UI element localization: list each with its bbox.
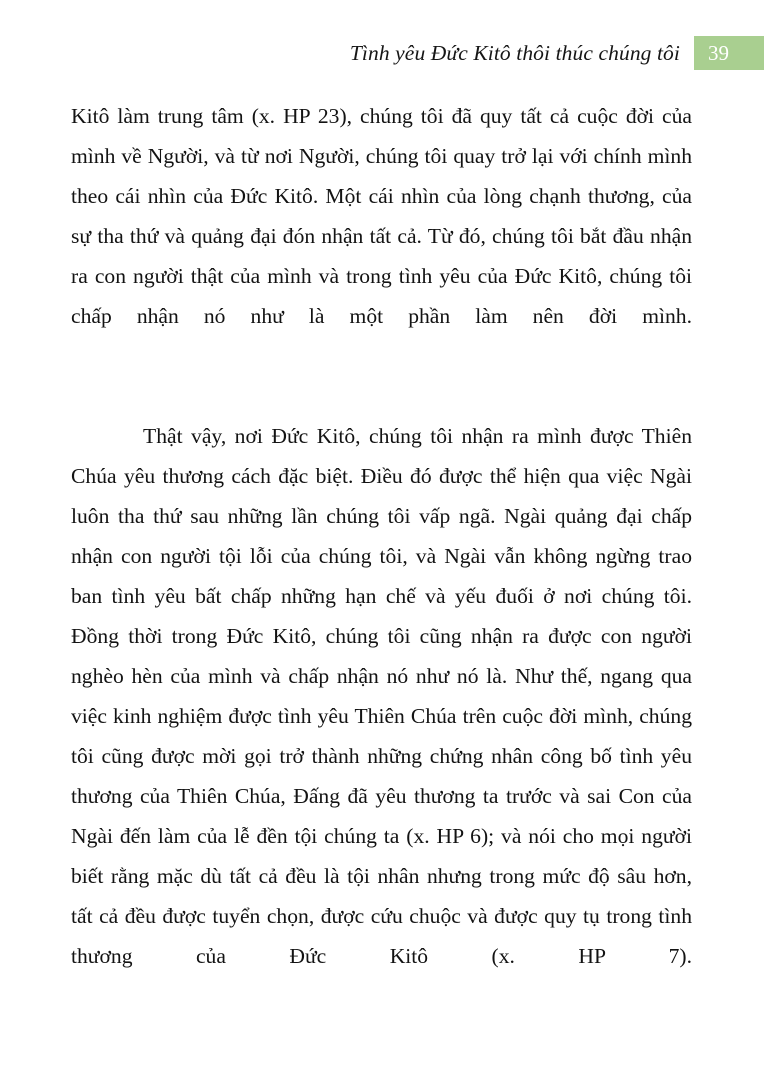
paragraph: Kitô làm trung tâm (x. HP 23), chúng tôi đã quy tất cả cuộc đời của mình về Người, và từ nơi Người, chúng tôi quay trở lại với chính mình theo cái nhìn của Đức Kitô. Một cái nhìn của lòng chạnh thương, của sự tha thứ và quảng đại đón nhận tất cả. Từ đó, chúng tôi bắt đầu nhận ra con người thật của mình và trong tình yêu của Đức Kitô, chúng tôi chấp nhận nó như là một phần làm nên đời mình.	[71, 104, 692, 328]
header-title: Tình yêu Đức Kitô thôi thúc chúng tôi	[349, 41, 680, 65]
page-number-badge	[694, 36, 764, 70]
page-number: 39	[708, 41, 729, 65]
paragraph: Thật vậy, nơi Đức Kitô, chúng tôi nhận ra mình được Thiên Chúa yêu thương cách đặc biệt. Điều đó được thể hiện qua việc Ngài luôn tha thứ sau những lần chúng tôi vấp ngã. Ngài quảng đại chấp nhận con người tội lỗi của chúng tôi, và Ngài vẫn không ngừng trao ban tình yêu bất chấp những hạn chế và yếu đuối ở nơi chúng tôi. Đồng thời trong Đức Kitô, chúng tôi cũng nhận ra được con người nghèo hèn của mình và chấp nhận nó như nó là. Như thế, ngang qua việc kinh nghiệm được tình yêu Thiên Chúa trên cuộc đời mình, chúng tôi cũng được mời gọi trở thành những chứng nhân công bố tình yêu thương của Thiên Chúa, Đấng đã yêu thương ta trước và sai Con của Ngài đến làm của lễ đền tội chúng ta (x. HP 6); và nói cho mọi người biết rằng mặc dù tất cả đều là tội nhân nhưng trong mức độ sâu hơn, tất cả đều được tuyển chọn, được cứu chuộc và được quy tụ trong tình thương của Đức Kitô (x. HP 7).	[71, 424, 692, 968]
body-text	[71, 96, 692, 1016]
running-header	[0, 36, 764, 70]
